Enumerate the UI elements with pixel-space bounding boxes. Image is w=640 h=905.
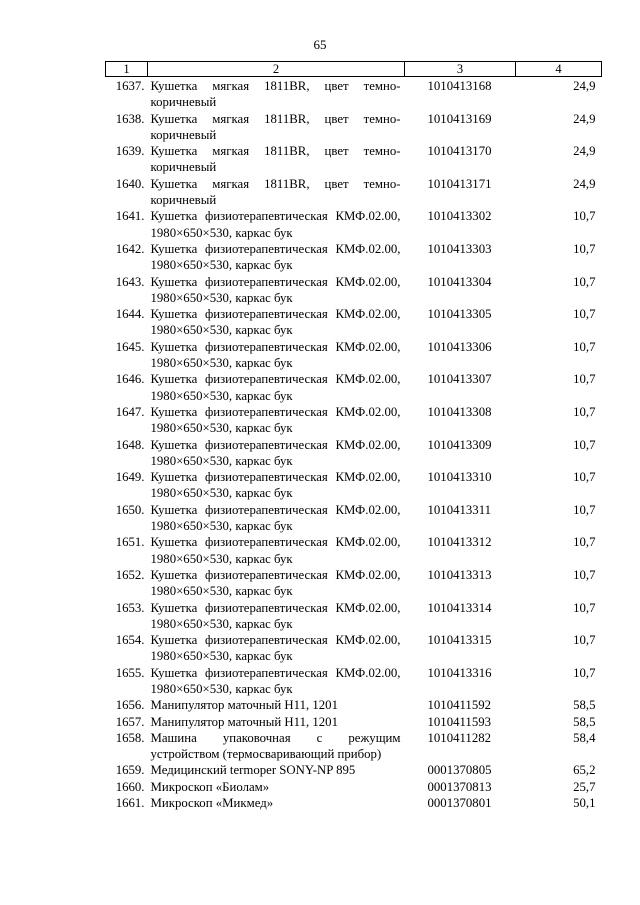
row-number: 1653. <box>115 600 145 615</box>
row-number: 1638. <box>115 111 145 126</box>
item-value: 10,7 <box>573 307 596 322</box>
table-row <box>106 274 602 307</box>
item-value: 24,9 <box>573 79 596 93</box>
item-value: 24,9 <box>573 144 596 159</box>
item-value: 10,7 <box>573 339 596 354</box>
inventory-code: 1010413169 <box>427 111 492 126</box>
item-name: Кушетка физиотерапевтическая КМФ.02.00, 1980×650×530, каркас бук <box>150 339 401 371</box>
item-name: Кушетка мягкая 1811BR, цвет темно-коричневый <box>150 144 401 175</box>
item-value: 10,7 <box>573 241 596 256</box>
table-row <box>106 714 602 730</box>
header-col-2: 2 <box>148 62 405 77</box>
item-value: 24,9 <box>573 111 596 126</box>
table-row <box>106 730 602 763</box>
item-name: Машина упаковочная с режущим устройством (термосваривающий прибор) <box>150 730 401 762</box>
inventory-code: 1010413171 <box>427 176 492 191</box>
item-value: 10,7 <box>573 437 596 452</box>
table-row <box>106 762 602 778</box>
item-name: Кушетка физиотерапевтическая КМФ.02.00, 1980×650×530, каркас бук <box>150 404 401 436</box>
inventory-code: 1010413302 <box>427 209 492 224</box>
item-value: 10,7 <box>573 372 596 387</box>
item-value: 58,5 <box>573 714 596 729</box>
item-value: 10,7 <box>573 502 596 517</box>
item-name: Микроскоп «Биолам» <box>150 779 270 794</box>
table-row <box>106 306 602 339</box>
row-number: 1651. <box>115 535 145 550</box>
item-name: Кушетка физиотерапевтическая КМФ.02.00, 1980×650×530, каркас бук <box>150 535 401 566</box>
table-row <box>106 143 602 176</box>
row-number: 1659. <box>115 763 145 778</box>
row-number: 1640. <box>115 176 145 191</box>
item-name: Микроскоп «Микмед» <box>150 796 274 811</box>
item-name: Кушетка физиотерапевтическая КМФ.02.00, 1980×650×530, каркас бук <box>150 437 401 468</box>
row-number: 1647. <box>115 404 145 419</box>
inventory-code: 1010413311 <box>427 502 492 517</box>
table-header <box>106 62 602 77</box>
item-name: Кушетка физиотерапевтическая КМФ.02.00, 1980×650×530, каркас бук <box>150 665 401 696</box>
row-number: 1648. <box>115 437 145 452</box>
row-number: 1639. <box>115 144 145 159</box>
item-value: 10,7 <box>573 600 596 615</box>
row-number: 1661. <box>115 796 145 811</box>
item-name: Манипулятор маточный Н11, 1201 <box>150 698 338 713</box>
row-number: 1646. <box>115 372 145 387</box>
table-row <box>106 339 602 372</box>
inventory-code: 1010413305 <box>427 307 492 322</box>
item-value: 10,7 <box>573 633 596 648</box>
row-number: 1656. <box>115 698 145 713</box>
item-value: 10,7 <box>573 567 596 582</box>
inventory-code: 0001370805 <box>427 763 492 778</box>
row-number: 1642. <box>115 241 145 256</box>
table-row <box>106 567 602 600</box>
item-name: Манипулятор маточный Н11, 1201 <box>150 714 338 729</box>
inventory-code: 1010413310 <box>427 470 492 485</box>
page-number: 65 <box>313 37 327 52</box>
item-name: Кушетка физиотерапевтическая КМФ.02.00, 1980×650×530, каркас бук <box>150 307 401 338</box>
inventory-code: 1010413168 <box>427 79 492 93</box>
item-name: Кушетка физиотерапевтическая КМФ.02.00, 1980×650×530, каркас бук <box>150 470 401 501</box>
item-value: 24,9 <box>573 176 596 191</box>
table-row <box>106 502 602 535</box>
table-row <box>106 176 602 209</box>
row-number: 1650. <box>115 502 145 517</box>
inventory-table <box>105 61 602 811</box>
inventory-code: 1010413306 <box>427 339 492 354</box>
row-number: 1643. <box>115 274 145 289</box>
row-number: 1652. <box>115 567 145 582</box>
table-row <box>106 111 602 144</box>
inventory-code: 0001370813 <box>427 779 492 794</box>
inventory-code: 1010413312 <box>427 535 492 550</box>
item-name: Кушетка физиотерапевтическая КМФ.02.00, 1980×650×530, каркас бук <box>150 600 401 631</box>
inventory-code: 1010413316 <box>427 665 492 680</box>
row-number: 1657. <box>115 714 145 729</box>
item-name: Кушетка мягкая 1811BR, цвет темно-коричневый <box>150 79 401 110</box>
item-name: Кушетка физиотерапевтическая КМФ.02.00, 1980×650×530, каркас бук <box>150 209 401 240</box>
table-row <box>106 795 602 811</box>
item-value: 10,7 <box>573 209 596 224</box>
item-name: Кушетка физиотерапевтическая КМФ.02.00, 1980×650×530, каркас бук <box>150 567 401 599</box>
inventory-code: 1010413315 <box>427 633 492 648</box>
table-row <box>106 779 602 795</box>
inventory-code: 1010413309 <box>427 437 492 452</box>
item-name: Кушетка мягкая 1811BR, цвет темно-коричневый <box>150 111 401 142</box>
item-value: 10,7 <box>573 274 596 289</box>
table-row <box>106 600 602 633</box>
row-number: 1658. <box>115 730 145 745</box>
header-col-3: 3 <box>405 62 516 77</box>
row-number: 1655. <box>115 665 145 680</box>
item-value: 10,7 <box>573 404 596 419</box>
item-name: Кушетка мягкая 1811BR, цвет темно-коричневый <box>150 176 401 208</box>
item-value: 58,5 <box>573 698 596 713</box>
item-value: 50,1 <box>573 796 596 811</box>
row-number: 1660. <box>115 779 145 794</box>
inventory-code: 1010413313 <box>427 567 492 582</box>
inventory-code: 1010413314 <box>427 600 492 615</box>
table-row <box>106 77 602 111</box>
table-row <box>106 534 602 567</box>
inventory-code: 1010411282 <box>427 730 492 745</box>
row-number: 1645. <box>115 339 145 354</box>
table-row <box>106 632 602 665</box>
item-name: Кушетка физиотерапевтическая КМФ.02.00, 1980×650×530, каркас бук <box>150 274 401 305</box>
table-row <box>106 371 602 404</box>
table-row <box>106 469 602 502</box>
item-value: 58,4 <box>573 730 596 745</box>
table-row <box>106 697 602 713</box>
inventory-code: 0001370801 <box>427 796 492 811</box>
item-value: 65,2 <box>573 763 596 778</box>
row-number: 1644. <box>115 307 145 322</box>
item-value: 10,7 <box>573 665 596 680</box>
inventory-code: 1010413170 <box>427 144 492 159</box>
item-value: 10,7 <box>573 470 596 485</box>
table-row <box>106 404 602 437</box>
item-value: 10,7 <box>573 535 596 550</box>
header-col-4: 4 <box>516 62 602 77</box>
inventory-code: 1010411593 <box>427 714 492 729</box>
item-name: Кушетка физиотерапевтическая КМФ.02.00, 1980×650×530, каркас бук <box>150 502 401 534</box>
item-name: Кушетка физиотерапевтическая КМФ.02.00, 1980×650×530, каркас бук <box>150 633 401 664</box>
row-number: 1649. <box>115 470 145 485</box>
item-name: Медицинский termoper SONY-NP 895 <box>150 763 356 778</box>
inventory-code: 1010413308 <box>427 404 492 419</box>
inventory-code: 1010411592 <box>427 698 492 713</box>
item-value: 25,7 <box>573 779 596 794</box>
table-row <box>106 437 602 470</box>
table-row <box>106 241 602 274</box>
row-number: 1637. <box>115 79 145 93</box>
table-row <box>106 208 602 241</box>
header-col-1: 1 <box>106 62 148 77</box>
table-body <box>106 77 602 812</box>
row-number: 1654. <box>115 633 145 648</box>
item-name: Кушетка физиотерапевтическая КМФ.02.00, 1980×650×530, каркас бук <box>150 372 401 403</box>
inventory-code: 1010413307 <box>427 372 492 387</box>
inventory-code: 1010413304 <box>427 274 492 289</box>
row-number: 1641. <box>115 209 145 224</box>
table-row <box>106 665 602 698</box>
item-name: Кушетка физиотерапевтическая КМФ.02.00, 1980×650×530, каркас бук <box>150 241 401 273</box>
inventory-code: 1010413303 <box>427 241 492 256</box>
